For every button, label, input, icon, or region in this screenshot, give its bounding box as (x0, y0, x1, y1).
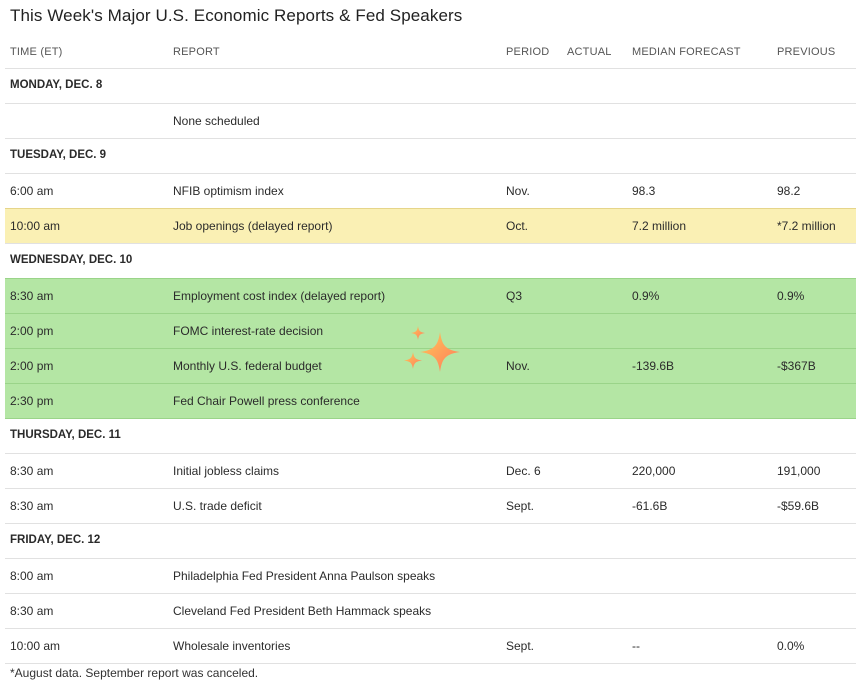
table-row (5, 488, 856, 523)
cell-time: 2:30 pm (10, 394, 54, 408)
day-header-row (5, 418, 856, 453)
column-header-median-forecast: MEDIAN FORECAST (632, 46, 741, 58)
cell-previous: 98.2 (777, 184, 801, 198)
day-header-row (5, 138, 856, 173)
day-header-row (5, 243, 856, 278)
cell-report: Employment cost index (delayed report) (173, 289, 386, 303)
table-row (5, 103, 856, 138)
day-header-row (5, 523, 856, 558)
table-row (5, 173, 856, 208)
footnote: *August data. September report was canceled. (10, 666, 259, 680)
cell-period: Dec. 6 (506, 464, 541, 478)
cell-report: Fed Chair Powell press conference (173, 394, 360, 408)
day-label: TUESDAY, DEC. 9 (10, 149, 107, 161)
cell-period: Sept. (506, 499, 535, 513)
cell-time: 10:00 am (10, 219, 61, 233)
day-label: FRIDAY, DEC. 12 (10, 534, 101, 546)
table-header (0, 46, 856, 66)
cell-median-forecast: 0.9% (632, 289, 660, 303)
day-label: THURSDAY, DEC. 11 (10, 429, 121, 441)
cell-time: 2:00 pm (10, 324, 54, 338)
column-header-actual: ACTUAL (567, 46, 612, 58)
cell-report: None scheduled (173, 114, 260, 128)
cell-report: U.S. trade deficit (173, 499, 262, 513)
table-row (5, 278, 856, 313)
cell-time: 6:00 am (10, 184, 54, 198)
cell-period: Oct. (506, 219, 529, 233)
cell-report: Cleveland Fed President Beth Hammack speaks (173, 604, 432, 618)
cell-report: FOMC interest-rate decision (173, 324, 324, 338)
table-row (5, 628, 856, 663)
cell-median-forecast: -61.6B (632, 499, 668, 513)
cell-median-forecast: -139.6B (632, 359, 675, 373)
cell-report: Monthly U.S. federal budget (173, 359, 322, 373)
cell-previous: *7.2 million (777, 219, 836, 233)
cell-period: Sept. (506, 639, 535, 653)
cell-time: 8:00 am (10, 569, 54, 583)
table-row (5, 593, 856, 628)
cell-report: Philadelphia Fed President Anna Paulson speaks (173, 569, 436, 583)
table-row (5, 383, 856, 418)
table-row (5, 558, 856, 593)
cell-report: Wholesale inventories (173, 639, 291, 653)
sparkle-icon[interactable] (400, 324, 466, 382)
cell-time: 8:30 am (10, 499, 54, 513)
column-header-report: REPORT (173, 46, 220, 58)
day-header-row (5, 68, 856, 103)
cell-time: 10:00 am (10, 639, 61, 653)
cell-time: 8:30 am (10, 289, 54, 303)
cell-time: 2:00 pm (10, 359, 54, 373)
cell-report: Job openings (delayed report) (173, 219, 333, 233)
cell-median-forecast: 7.2 million (632, 219, 687, 233)
column-header-time: TIME (ET) (10, 46, 63, 58)
table-row (5, 208, 856, 243)
cell-median-forecast: -- (632, 639, 640, 653)
page-title: This Week's Major U.S. Economic Reports & Fed Speakers (10, 6, 463, 25)
cell-median-forecast: 98.3 (632, 184, 656, 198)
cell-previous: 0.0% (777, 639, 805, 653)
cell-period: Nov. (506, 184, 530, 198)
cell-previous: -$367B (777, 359, 816, 373)
day-label: MONDAY, DEC. 8 (10, 79, 103, 91)
cell-previous: 0.9% (777, 289, 805, 303)
column-header-period: PERIOD (506, 46, 550, 58)
cell-period: Q3 (506, 289, 523, 303)
table-bottom-border (5, 663, 856, 664)
cell-period: Nov. (506, 359, 530, 373)
cell-report: Initial jobless claims (173, 464, 280, 478)
cell-time: 8:30 am (10, 464, 54, 478)
cell-previous: -$59.6B (777, 499, 820, 513)
cell-time: 8:30 am (10, 604, 54, 618)
cell-previous: 191,000 (777, 464, 821, 478)
day-label: WEDNESDAY, DEC. 10 (10, 254, 133, 266)
cell-median-forecast: 220,000 (632, 464, 676, 478)
table-row (5, 453, 856, 488)
column-header-previous: PREVIOUS (777, 46, 836, 58)
cell-report: NFIB optimism index (173, 184, 284, 198)
